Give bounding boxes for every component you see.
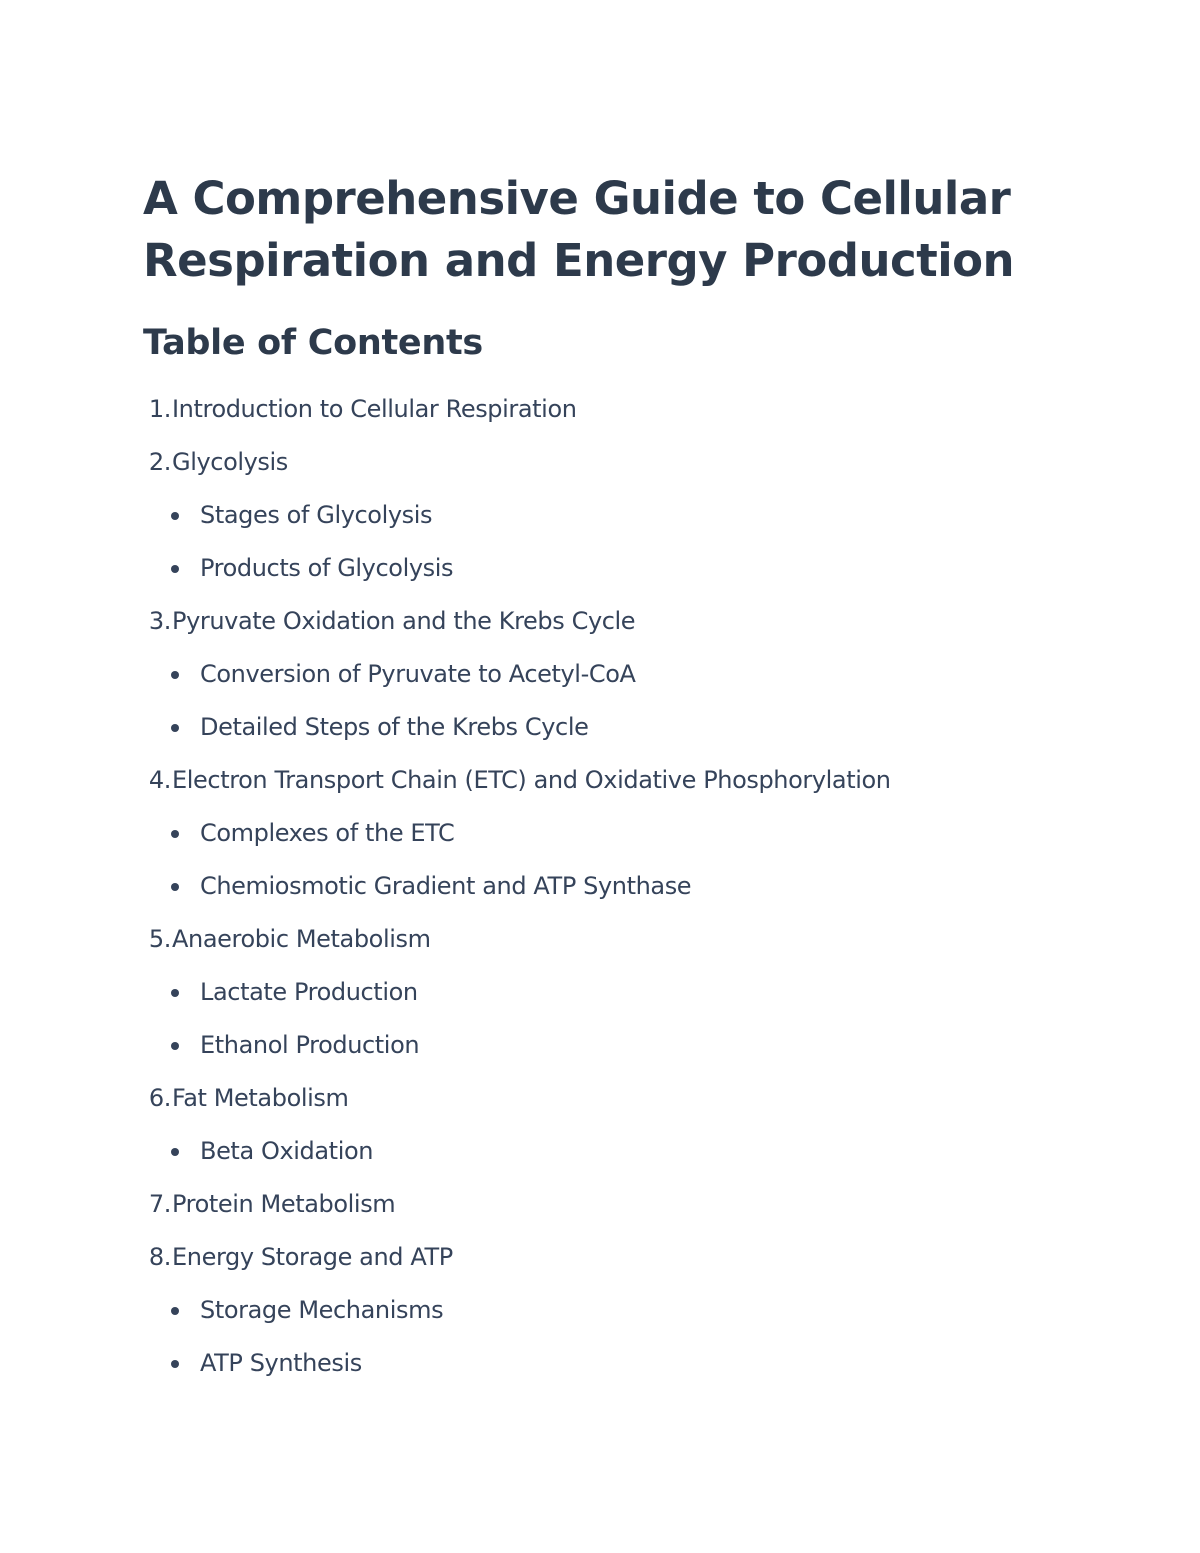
document-title-line-1: A Comprehensive Guide to Cellular	[143, 172, 1011, 225]
document-title	[143, 168, 1073, 292]
table-of-contents-list	[143, 394, 1073, 1401]
document-title-line-2: Respiration and Energy Production	[143, 234, 1015, 287]
toc-item-label: Electron Transport Chain (ETC) and Oxidative Phosphorylation	[172, 766, 891, 794]
bullet-icon	[171, 565, 179, 573]
toc-item-number: 3.	[148, 607, 171, 635]
toc-item-6	[143, 1083, 1073, 1136]
toc-subitem-label: Beta Oxidation	[200, 1137, 374, 1165]
toc-subitem	[143, 1030, 1073, 1083]
bullet-icon	[171, 724, 179, 732]
toc-item-4	[143, 765, 1073, 818]
bullet-icon	[171, 512, 179, 520]
toc-subitem	[143, 659, 1073, 712]
toc-subitem	[143, 712, 1073, 765]
toc-subitem-label: Ethanol Production	[200, 1031, 420, 1059]
toc-subitem	[143, 818, 1073, 871]
bullet-icon	[171, 1307, 179, 1315]
toc-subitem-label: Storage Mechanisms	[200, 1296, 444, 1324]
toc-subitem-label: Conversion of Pyruvate to Acetyl-CoA	[200, 660, 636, 688]
toc-item-label: Introduction to Cellular Respiration	[172, 395, 577, 423]
toc-item-5	[143, 924, 1073, 977]
toc-item-number: 2.	[148, 448, 171, 476]
toc-item-label: Energy Storage and ATP	[172, 1243, 453, 1271]
document-page	[143, 168, 1073, 1401]
toc-subitem-label: Chemiosmotic Gradient and ATP Synthase	[200, 872, 692, 900]
toc-item-7	[143, 1189, 1073, 1242]
toc-item-2	[143, 447, 1073, 500]
toc-item-number: 5.	[148, 925, 171, 953]
table-of-contents-heading: Table of Contents	[143, 323, 483, 363]
bullet-icon	[171, 1042, 179, 1050]
toc-item-label: Fat Metabolism	[172, 1084, 349, 1112]
toc-subitem	[143, 553, 1073, 606]
toc-subitem-label: Stages of Glycolysis	[200, 501, 433, 529]
toc-subitem	[143, 977, 1073, 1030]
bullet-icon	[171, 883, 179, 891]
toc-subitem-label: Detailed Steps of the Krebs Cycle	[200, 713, 589, 741]
toc-subitem-label: ATP Synthesis	[200, 1349, 362, 1377]
toc-subitem	[143, 1295, 1073, 1348]
toc-item-number: 8.	[148, 1243, 171, 1271]
toc-subitem	[143, 1348, 1073, 1401]
bullet-icon	[171, 1148, 179, 1156]
bullet-icon	[171, 671, 179, 679]
toc-subitem-label: Lactate Production	[200, 978, 418, 1006]
toc-item-number: 6.	[148, 1084, 171, 1112]
toc-subitem-label: Complexes of the ETC	[200, 819, 455, 847]
bullet-icon	[171, 830, 179, 838]
toc-item-number: 7.	[148, 1190, 171, 1218]
toc-subitem	[143, 871, 1073, 924]
bullet-icon	[171, 1360, 179, 1368]
toc-subitem	[143, 1136, 1073, 1189]
toc-item-label: Glycolysis	[172, 448, 288, 476]
toc-item-3	[143, 606, 1073, 659]
toc-item-number: 4.	[148, 766, 171, 794]
toc-subitem	[143, 500, 1073, 553]
toc-item-8	[143, 1242, 1073, 1295]
toc-item-1	[143, 394, 1073, 447]
toc-item-label: Anaerobic Metabolism	[172, 925, 431, 953]
toc-item-label: Pyruvate Oxidation and the Krebs Cycle	[172, 607, 636, 635]
toc-item-number: 1.	[148, 395, 171, 423]
toc-item-label: Protein Metabolism	[172, 1190, 396, 1218]
toc-subitem-label: Products of Glycolysis	[200, 554, 454, 582]
bullet-icon	[171, 989, 179, 997]
